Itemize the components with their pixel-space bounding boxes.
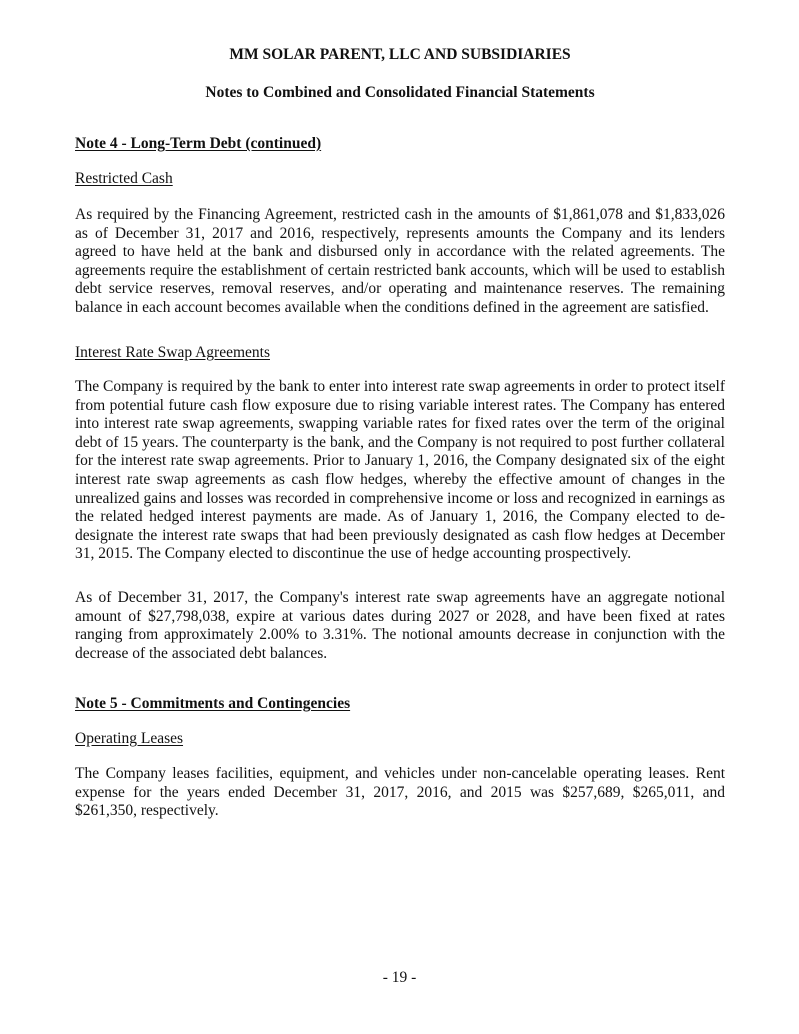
operating-leases-paragraph: The Company leases facilities, equipment, and vehicles under non-cancelable operating leases. Rent expense for the years ended December 31, 2017, 2016, and 2015 was $257,689, $265,011, and $261,350, respectively. bbox=[75, 765, 725, 820]
company-title: MM SOLAR PARENT, LLC AND SUBSIDIARIES bbox=[229, 46, 571, 63]
page-number: - 19 - bbox=[382, 969, 417, 986]
operating-leases-heading: Operating Leases bbox=[75, 730, 184, 747]
document-subtitle: Notes to Combined and Consolidated Financial Statements bbox=[205, 84, 595, 101]
interest-rate-swap-paragraph-2: As of December 31, 2017, the Company's interest rate swap agreements have an aggregate notional amount of $27,798,038, expire at various dates during 2027 or 2028, and have been fixed at rates ranging from approximately 2.00% to 3.31%. The notional amounts decrease in conjunction with the decrease of the associated debt balances. bbox=[75, 589, 725, 662]
interest-rate-swap-paragraph-1: The Company is required by the bank to enter into interest rate swap agreements in order to protect itself from potential future cash flow exposure due to rising variable interest rates. The Company has entered into interest rate swap agreements, swapping variable rates for fixed rates over the term of the original debt of 15 years. The counterparty is the bank, and the Company is not required to post further collateral for the interest rate swap agreements. Prior to January 1, 2016, the Company designated six of the eight interest rate swap agreements as cash flow hedges, whereby the effective amount of changes in the unrealized gains and losses was recorded in comprehensive income or loss and recognized in earnings as the related hedged interest payments are made. As of January 1, 2016, the Company elected to de-designate the interest rate swaps that had been previously designated as cash flow hedges at December 31, 2015. The Company elected to discontinue the use of hedge accounting prospectively. bbox=[75, 378, 725, 563]
interest-rate-swap-heading: Interest Rate Swap Agreements bbox=[75, 344, 270, 361]
restricted-cash-paragraph: As required by the Financing Agreement, restricted cash in the amounts of $1,861,078 and $1,833,026 as of December 31, 2017 and 2016, respectively, represents amounts the Company and its lenders agreed to have held at the bank and disbursed only in accordance with the related agreements. The agreements require the establishment of certain restricted bank accounts, which will be used to establish debt service reserves, removal reserves, and/or operating and maintenance reserves. The remaining balance in each account becomes available when the conditions defined in the agreement are satisfied. bbox=[75, 206, 725, 316]
note-5-heading: Note 5 - Commitments and Contingencies bbox=[75, 695, 351, 712]
restricted-cash-heading: Restricted Cash bbox=[75, 170, 173, 187]
note-4-heading: Note 4 - Long-Term Debt (continued) bbox=[75, 135, 322, 152]
